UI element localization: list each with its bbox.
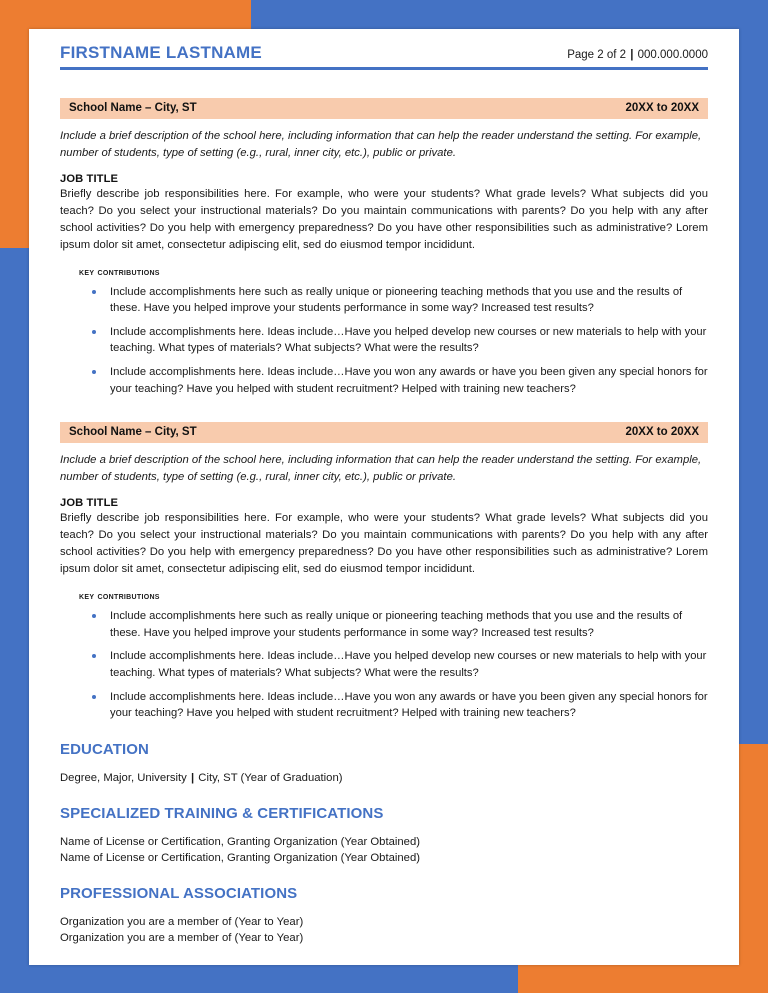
job-title: JOB TITLE [60, 497, 119, 510]
border-left-blue [0, 248, 29, 965]
school-dates: 20XX to 20XX [625, 426, 699, 439]
school-description: Include a brief description of the school here, including information that can help the reader understand the setting. For example, number of students, type of setting (e.g., rural, inner city, etc.), public or private. [60, 454, 702, 484]
list-item: Include accomplishments here such as really unique or pioneering teaching methods that you use and the results of these. Have you helped improve your students performance in some way? Increased test results? [90, 284, 708, 317]
association-line: Organization you are a member of (Year to Year) [60, 931, 304, 944]
border-top-orange [0, 0, 251, 29]
border-top-blue [251, 0, 768, 29]
school-description: Include a brief description of the school here, including information that can help the reader understand the setting. For example, number of students, type of setting (e.g., rural, inner city, etc.), public or private. [60, 129, 702, 159]
school-header-bar [60, 422, 708, 443]
associations-body [60, 914, 708, 946]
education-location: City, ST (Year of Graduation) [198, 771, 343, 784]
border-bottom-blue [0, 965, 518, 993]
document-content [60, 43, 708, 946]
school-name: School Name – City, ST [69, 101, 197, 114]
list-item: Include accomplishments here. Ideas include…Have you helped develop new courses or new materials to help with your teaching. What types of materials? What subjects? What were the results? [90, 648, 708, 681]
education-body [60, 770, 708, 786]
header-separator: | [630, 49, 634, 61]
education-section [60, 741, 708, 786]
border-right-blue [739, 29, 768, 744]
document-sheet [29, 29, 739, 965]
associations-section [60, 885, 708, 946]
header-meta [567, 49, 708, 61]
experience-entry [60, 98, 708, 398]
education-separator: | [190, 771, 195, 784]
section-heading-education: EDUCATION [60, 740, 149, 758]
key-contributions-label: key contributions [79, 590, 160, 603]
document-header [60, 43, 708, 65]
border-left-orange [0, 29, 29, 248]
certifications-section [60, 805, 708, 866]
key-contributions-label: key contributions [79, 265, 160, 278]
key-contributions-list [60, 284, 708, 397]
list-item: Include accomplishments here. Ideas include…Have you helped develop new courses or new materials to help with your teaching. What types of materials? What subjects? What were the results? [90, 324, 708, 357]
certifications-body [60, 834, 708, 866]
border-bottom-orange [518, 965, 768, 993]
page-number-label: Page 2 of 2 [567, 49, 627, 61]
education-degree: Degree, Major, University [60, 771, 187, 784]
key-contributions-list [60, 608, 708, 721]
job-description: Briefly describe job responsibilities here. For example, who were your students? What grade levels? What subjects did you teach? Do you select your instructional materials? Do you maintain communications with parents? Do you help with any after school activities? Do you help with emergency preparedness? Do you have other responsibilities such as administrative? Lorem ipsum dolor sit amet, consectetur adipiscing elit, sed do eiusmod tempor incididunt. [60, 512, 708, 576]
certification-line: Name of License or Certification, Granting Organization (Year Obtained) [60, 851, 421, 864]
page-title: FIRSTNAME LASTNAME [60, 43, 262, 62]
list-item: Include accomplishments here. Ideas include…Have you won any awards or have you been given any special honors for your teaching? Have you helped with student recruitment? Helped with training new teachers? [90, 689, 708, 722]
list-item: Include accomplishments here such as really unique or pioneering teaching methods that you use and the results of these. Have you helped improve your students performance in some way? Increased test results? [90, 608, 708, 641]
association-line: Organization you are a member of (Year to Year) [60, 915, 304, 928]
phone-number: 000.000.0000 [637, 49, 708, 61]
section-heading-certifications: SPECIALIZED TRAINING & CERTIFICATIONS [60, 804, 384, 822]
school-dates: 20XX to 20XX [625, 101, 699, 114]
border-right-orange [739, 744, 768, 965]
job-title: JOB TITLE [60, 172, 119, 185]
experience-entry [60, 422, 708, 722]
section-heading-associations: PROFESSIONAL ASSOCIATIONS [60, 884, 298, 902]
school-header-bar [60, 98, 708, 119]
certification-line: Name of License or Certification, Granting Organization (Year Obtained) [60, 835, 421, 848]
job-description: Briefly describe job responsibilities here. For example, who were your students? What grade levels? What subjects did you teach? Do you select your instructional materials? Do you maintain communications with parents? Do you help with any after school activities? Do you help with emergency preparedness? Do you have other responsibilities such as administrative? Lorem ipsum dolor sit amet, consectetur adipiscing elit, sed do eiusmod tempor incididunt. [60, 187, 708, 251]
list-item: Include accomplishments here. Ideas include…Have you won any awards or have you been given any special honors for your teaching? Have you helped with student recruitment? Helped with training new teachers? [90, 364, 708, 397]
header-divider [60, 67, 708, 70]
school-name: School Name – City, ST [69, 426, 197, 439]
